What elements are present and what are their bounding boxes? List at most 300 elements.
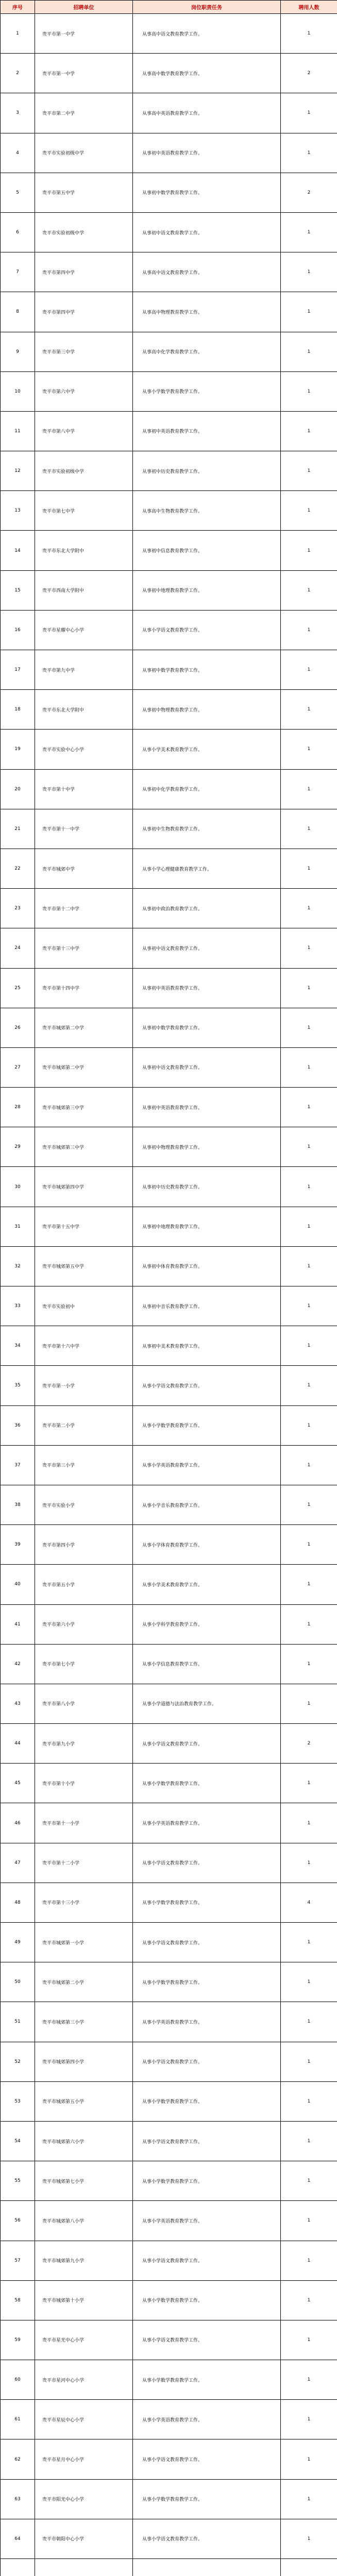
table-row [1, 54, 337, 93]
row-seq-cell: 64 [1, 2519, 35, 2558]
row-post-cell: 从事小学信息教育教学工作。 [133, 1644, 281, 1684]
row-seq-cell: 11 [1, 411, 35, 451]
row-count-cell: 1 [281, 2320, 337, 2360]
row-seq-cell: 55 [1, 2161, 35, 2201]
row-post-cell: 从事初中数学教育教学工作。 [133, 1008, 281, 1047]
row-post-cell: 从事小学英语教育教学工作。 [133, 2400, 281, 2439]
row-post-cell: 从事初中物理教育教学工作。 [133, 1127, 281, 1167]
row-post-cell: 从事小学道德与法治教育教学工作。 [133, 1684, 281, 1723]
row-unit-cell: 贵平市第十二中学 [35, 889, 133, 928]
row-count-cell: 1 [281, 93, 337, 133]
row-count-cell: 4 [281, 1883, 337, 1922]
row-seq-cell: 28 [1, 1088, 35, 1127]
row-post-cell: 从事小学语文教育教学工作。 [133, 1366, 281, 1405]
row-unit-cell: 贵平市城郊第六小学 [35, 2121, 133, 2161]
row-seq-cell: 38 [1, 1485, 35, 1524]
row-seq-cell: 60 [1, 2360, 35, 2400]
row-unit-cell: 贵平市城郊第二小学 [35, 1962, 133, 2002]
row-post-cell: 从事高中数学教育教学工作。 [133, 54, 281, 93]
row-count-cell: 1 [281, 1565, 337, 1604]
row-count-cell: 1 [281, 2400, 337, 2439]
row-unit-cell: 贵平市第四中学 [35, 252, 133, 292]
table-row [1, 1843, 337, 1883]
row-post-cell: 从事小学美术教育教学工作。 [133, 730, 281, 769]
table-row [1, 2280, 337, 2320]
table-row [1, 2360, 337, 2400]
row-post-cell: 从事小学数学教育教学工作。 [133, 2280, 281, 2320]
row-seq-cell: 57 [1, 2241, 35, 2280]
table-row [1, 2479, 337, 2519]
row-seq-cell: 42 [1, 1644, 35, 1684]
row-seq-cell: 50 [1, 1962, 35, 2002]
row-post-cell: 从事小学音乐教育教学工作。 [133, 1485, 281, 1524]
row-post-cell: 从事小学语文教育教学工作。 [133, 1843, 281, 1883]
row-seq-cell: 45 [1, 1764, 35, 1803]
table-row [1, 1445, 337, 1485]
row-unit-cell: 贵平市城郊第三中学 [35, 1088, 133, 1127]
row-post-cell: 从事小学语文教育教学工作。 [133, 2320, 281, 2360]
row-post-cell: 从事小学英语教育教学工作。 [133, 2002, 281, 2042]
row-seq-cell: 15 [1, 570, 35, 610]
row-count-cell: 2 [281, 173, 337, 212]
row-count-cell: 1 [281, 1923, 337, 1962]
table-row [1, 1803, 337, 1843]
row-unit-cell: 贵平市第十小学 [35, 1764, 133, 1803]
row-unit-cell: 贵平市城郊第二中学 [35, 1047, 133, 1087]
row-count-cell: 1 [281, 2360, 337, 2400]
row-unit-cell: 贵平市第十中学 [35, 769, 133, 809]
row-unit-cell: 贵平市西南大学附中 [35, 570, 133, 610]
row-unit-cell: 贵平市第二小学 [35, 1405, 133, 1445]
row-count-cell: 1 [281, 690, 337, 730]
row-unit-cell: 贵平市第五小学 [35, 1565, 133, 1604]
row-post-cell: 从事高中英语教育教学工作。 [133, 93, 281, 133]
row-post-cell: 从事初中体育教育教学工作。 [133, 1246, 281, 1286]
table-row [1, 2201, 337, 2241]
table-row [1, 1047, 337, 1087]
row-seq-cell: 26 [1, 1008, 35, 1047]
table-row [1, 889, 337, 928]
row-unit-cell: 贵平市第八中学 [35, 411, 133, 451]
row-post-cell: 从事小学心理健康教育教学工作。 [133, 849, 281, 888]
row-post-cell: 从事小学语文教育教学工作。 [133, 2439, 281, 2479]
row-unit-cell: 贵平市城郊第七小学 [35, 2161, 133, 2201]
row-post-cell: 从事初中英语教育教学工作。 [133, 1088, 281, 1127]
row-post-cell: 从事小学英语教育教学工作。 [133, 1803, 281, 1843]
row-seq-cell: 33 [1, 1286, 35, 1326]
row-unit-cell: 贵平市城郊第三中学 [35, 1127, 133, 1167]
row-post-cell: 从事小学数学教育教学工作。 [133, 1962, 281, 2002]
row-unit-cell: 贵平市城郊第五中学 [35, 1246, 133, 1286]
row-unit-cell: 贵平市第三小学 [35, 1445, 133, 1485]
row-count-cell: 1 [281, 1803, 337, 1843]
table-row [1, 411, 337, 451]
row-seq-cell [1, 2559, 35, 2576]
table-row [1, 2439, 337, 2479]
row-post-cell: 从事小学语文教育教学工作。 [133, 2519, 281, 2558]
row-count-cell: 1 [281, 570, 337, 610]
row-post-cell: 从事高中生物教育教学工作。 [133, 491, 281, 531]
row-post-cell: 从事小学数学教育教学工作。 [133, 371, 281, 411]
row-count-cell: 1 [281, 2280, 337, 2320]
row-seq-cell: 10 [1, 371, 35, 411]
row-count-cell: 1 [281, 2081, 337, 2121]
header-unit: 招聘单位 [35, 1, 133, 14]
table-row [1, 769, 337, 809]
row-seq-cell: 27 [1, 1047, 35, 1087]
table-row [1, 1883, 337, 1922]
row-unit-cell: 贵平市第一中学 [35, 14, 133, 54]
row-count-cell: 1 [281, 1366, 337, 1405]
row-count-cell: 1 [281, 14, 337, 54]
row-unit-cell: 贵平市实验初级中学 [35, 212, 133, 252]
table-row [1, 1167, 337, 1207]
row-post-cell: 从事初中数学教育教学工作。 [133, 173, 281, 212]
row-unit-cell: 贵平市东北大学附中 [35, 690, 133, 730]
row-count-cell: 1 [281, 2121, 337, 2161]
table-row [1, 1405, 337, 1445]
row-seq-cell: 23 [1, 889, 35, 928]
row-unit-cell: 贵平市第七小学 [35, 1644, 133, 1684]
row-count-cell: 1 [281, 1684, 337, 1723]
row-unit-cell: 贵平市第十一中学 [35, 809, 133, 849]
row-seq-cell: 62 [1, 2439, 35, 2479]
row-post-cell: 从事小学英语教育教学工作。 [133, 2201, 281, 2241]
row-unit-cell: 贵平市第十一小学 [35, 1803, 133, 1843]
row-unit-cell: 贵平市星辰中心小学 [35, 2400, 133, 2439]
row-seq-cell: 8 [1, 292, 35, 332]
table-row [1, 451, 337, 491]
row-seq-cell: 4 [1, 133, 35, 173]
row-seq-cell: 9 [1, 332, 35, 371]
row-count-cell: 1 [281, 2002, 337, 2042]
table-row [1, 968, 337, 1008]
row-count-cell: 1 [281, 292, 337, 332]
row-unit-cell: 贵平市东北大学附中 [35, 531, 133, 570]
header-seq: 序号 [1, 1, 35, 14]
row-unit-cell: 贵平市朝阳中心小学 [35, 2519, 133, 2558]
row-seq-cell: 61 [1, 2400, 35, 2439]
row-seq-cell: 43 [1, 1684, 35, 1723]
row-seq-cell: 24 [1, 928, 35, 968]
row-seq-cell: 52 [1, 2042, 35, 2081]
row-post-cell: 从事初中历史教育教学工作。 [133, 451, 281, 491]
row-post-cell: 从事高中语文教育教学工作。 [133, 14, 281, 54]
row-seq-cell: 12 [1, 451, 35, 491]
table-header-row [1, 1, 337, 14]
row-count-cell: 1 [281, 2479, 337, 2519]
row-unit-cell: 贵平市城郊第四小学 [35, 2042, 133, 2081]
table-row [1, 1008, 337, 1047]
row-count-cell: 1 [281, 2519, 337, 2558]
row-post-cell: 从事小学数学教育教学工作。 [133, 2479, 281, 2519]
row-seq-cell: 40 [1, 1565, 35, 1604]
row-seq-cell: 29 [1, 1127, 35, 1167]
table-row [1, 610, 337, 650]
row-unit-cell: 贵平市第六中学 [35, 371, 133, 411]
row-post-cell: 从事初中英语教育教学工作。 [133, 968, 281, 1008]
row-unit-cell: 贵平市城郊第三小学 [35, 2002, 133, 2042]
row-count-cell: 1 [281, 2439, 337, 2479]
row-seq-cell: 17 [1, 650, 35, 690]
row-seq-cell: 6 [1, 212, 35, 252]
table-row [1, 2559, 337, 2576]
row-unit-cell: 贵平市星光中心小学 [35, 2320, 133, 2360]
row-post-cell: 从事初中化学教育教学工作。 [133, 769, 281, 809]
row-post-cell: 从事初中信息教育教学工作。 [133, 531, 281, 570]
row-count-cell: 1 [281, 2042, 337, 2081]
table-body [1, 14, 337, 2576]
row-count-cell: 1 [281, 2241, 337, 2280]
table-row [1, 332, 337, 371]
row-seq-cell: 41 [1, 1604, 35, 1644]
row-seq-cell: 56 [1, 2201, 35, 2241]
table-row [1, 1366, 337, 1405]
row-seq-cell: 54 [1, 2121, 35, 2161]
row-post-cell: 从事小学数学教育教学工作。 [133, 2360, 281, 2400]
row-count-cell: 1 [281, 1525, 337, 1565]
row-count-cell: 1 [281, 133, 337, 173]
table-row [1, 2320, 337, 2360]
row-seq-cell: 35 [1, 1366, 35, 1405]
row-post-cell: 从事初中政治教育教学工作。 [133, 889, 281, 928]
table-row [1, 371, 337, 411]
row-unit-cell: 贵平市第十二小学 [35, 1843, 133, 1883]
row-count-cell: 1 [281, 1326, 337, 1366]
row-count-cell: 1 [281, 610, 337, 650]
table-row [1, 292, 337, 332]
table-row [1, 252, 337, 292]
row-seq-cell: 46 [1, 1803, 35, 1843]
row-unit-cell: 贵平市星耀中心小学 [35, 610, 133, 650]
row-post-cell: 从事小学美术教育教学工作。 [133, 1565, 281, 1604]
table-row [1, 928, 337, 968]
row-count-cell: 1 [281, 1764, 337, 1803]
table-row [1, 531, 337, 570]
row-unit-cell: 贵平市第十三中学 [35, 928, 133, 968]
row-unit-cell: 贵平市星月中心小学 [35, 2439, 133, 2479]
row-unit-cell: 贵平市第七中学 [35, 491, 133, 531]
table-row [1, 1684, 337, 1723]
table-row [1, 2400, 337, 2439]
row-unit-cell: 贵平市实验初中 [35, 1286, 133, 1326]
row-seq-cell: 47 [1, 1843, 35, 1883]
row-seq-cell: 21 [1, 809, 35, 849]
row-unit-cell: 贵平市第十三小学 [35, 1883, 133, 1922]
table-row [1, 849, 337, 888]
row-post-cell: 从事小学语文教育教学工作。 [133, 2241, 281, 2280]
row-post-cell: 从事小学数学教育教学工作。 [133, 2161, 281, 2201]
table-row [1, 133, 337, 173]
row-post-cell: 从事小学语文教育教学工作。 [133, 2121, 281, 2161]
row-seq-cell: 2 [1, 54, 35, 93]
row-seq-cell: 53 [1, 2081, 35, 2121]
row-post-cell: 从事小学语文教育教学工作。 [133, 1923, 281, 1962]
table-row [1, 1764, 337, 1803]
row-seq-cell: 7 [1, 252, 35, 292]
row-count-cell: 2 [281, 54, 337, 93]
table-row [1, 93, 337, 133]
table-row [1, 1485, 337, 1524]
row-count-cell: 1 [281, 650, 337, 690]
table-row [1, 1207, 337, 1246]
table-row [1, 2081, 337, 2121]
row-post-cell: 从事初中英语教育教学工作。 [133, 133, 281, 173]
row-seq-cell: 37 [1, 1445, 35, 1485]
table-row [1, 2519, 337, 2558]
row-count-cell: 1 [281, 849, 337, 888]
row-count-cell: 1 [281, 1286, 337, 1326]
row-post-cell: 从事初中语文教育教学工作。 [133, 1047, 281, 1087]
row-post-cell: 从事初中美术教育教学工作。 [133, 1326, 281, 1366]
row-seq-cell: 63 [1, 2479, 35, 2519]
row-seq-cell: 18 [1, 690, 35, 730]
header-post: 岗位职责任务 [133, 1, 281, 14]
row-unit-cell: 贵平市城郊第八小学 [35, 2201, 133, 2241]
row-seq-cell: 49 [1, 1923, 35, 1962]
row-unit-cell: 贵平市第四中学 [35, 292, 133, 332]
row-seq-cell: 13 [1, 491, 35, 531]
row-seq-cell: 34 [1, 1326, 35, 1366]
row-unit-cell: 贵平市城郊第二中学 [35, 1008, 133, 1047]
row-count-cell: 1 [281, 2201, 337, 2241]
row-post-cell: 从事初中语文教育教学工作。 [133, 212, 281, 252]
row-count-cell: 1 [281, 1962, 337, 2002]
row-post-cell: 从事小学语文教育教学工作。 [133, 2042, 281, 2081]
row-seq-cell: 14 [1, 531, 35, 570]
row-seq-cell: 58 [1, 2280, 35, 2320]
row-unit-cell: 贵平市第四小学 [35, 1525, 133, 1565]
row-unit-cell: 贵平市第一中学 [35, 54, 133, 93]
table-row [1, 173, 337, 212]
row-seq-cell: 5 [1, 173, 35, 212]
header-count: 聘用人数 [281, 1, 337, 14]
row-count-cell: 1 [281, 2161, 337, 2201]
row-seq-cell: 36 [1, 1405, 35, 1445]
row-unit-cell: 贵平市第六小学 [35, 1604, 133, 1644]
row-unit-cell: 贵平市第十六中学 [35, 1326, 133, 1366]
row-post-cell: 从事小学语文教育教学工作。 [133, 1724, 281, 1764]
row-unit-cell: 贵平市实验中心小学 [35, 730, 133, 769]
row-count-cell: 1 [281, 451, 337, 491]
row-count-cell: 1 [281, 531, 337, 570]
row-seq-cell: 25 [1, 968, 35, 1008]
row-unit-cell: 贵平市城郊第一小学 [35, 1923, 133, 1962]
row-post-cell [133, 2559, 281, 2576]
row-unit-cell: 贵平市实验初级中学 [35, 133, 133, 173]
table-row [1, 1724, 337, 1764]
table-row [1, 730, 337, 769]
row-unit-cell: 贵平市城郊第十小学 [35, 2280, 133, 2320]
row-seq-cell: 20 [1, 769, 35, 809]
table-row [1, 1286, 337, 1326]
table-row [1, 491, 337, 531]
row-post-cell: 从事高中语文教育教学工作。 [133, 252, 281, 292]
row-count-cell: 1 [281, 1445, 337, 1485]
row-count-cell: 1 [281, 252, 337, 292]
row-unit-cell: 贵平市第三中学 [35, 332, 133, 371]
row-unit-cell: 贵平市第九小学 [35, 1724, 133, 1764]
row-count-cell [281, 2559, 337, 2576]
row-post-cell: 从事小学体育教育教学工作。 [133, 1525, 281, 1565]
row-post-cell: 从事高中物理教育教学工作。 [133, 292, 281, 332]
row-post-cell: 从事小学科学教育教学工作。 [133, 1604, 281, 1644]
row-post-cell: 从事初中英语教育教学工作。 [133, 411, 281, 451]
row-post-cell: 从事初中物理教育教学工作。 [133, 690, 281, 730]
row-seq-cell: 3 [1, 93, 35, 133]
table-row [1, 809, 337, 849]
row-seq-cell: 22 [1, 849, 35, 888]
table-row [1, 570, 337, 610]
row-post-cell: 从事初中地理教育教学工作。 [133, 570, 281, 610]
row-count-cell: 1 [281, 1644, 337, 1684]
row-seq-cell: 19 [1, 730, 35, 769]
row-unit-cell [35, 2559, 133, 2576]
row-unit-cell: 贵平市城郊中学 [35, 849, 133, 888]
row-unit-cell: 贵平市实验初级中学 [35, 451, 133, 491]
table-row [1, 1644, 337, 1684]
row-post-cell: 从事小学数学教育教学工作。 [133, 2081, 281, 2121]
table-row [1, 2241, 337, 2280]
row-count-cell: 1 [281, 1843, 337, 1883]
row-post-cell: 从事初中数学教育教学工作。 [133, 650, 281, 690]
table-row [1, 2161, 337, 2201]
row-count-cell: 1 [281, 212, 337, 252]
row-post-cell: 从事高中化学教育教学工作。 [133, 332, 281, 371]
row-count-cell: 1 [281, 928, 337, 968]
row-count-cell: 1 [281, 1008, 337, 1047]
table-row [1, 212, 337, 252]
row-post-cell: 从事初中地理教育教学工作。 [133, 1207, 281, 1246]
row-unit-cell: 贵平市第九中学 [35, 650, 133, 690]
row-seq-cell: 1 [1, 14, 35, 54]
table-row [1, 1525, 337, 1565]
row-count-cell: 1 [281, 1047, 337, 1087]
row-count-cell: 1 [281, 1207, 337, 1246]
row-count-cell: 1 [281, 1127, 337, 1167]
row-unit-cell: 贵平市第十四中学 [35, 968, 133, 1008]
table-row [1, 1962, 337, 2002]
row-seq-cell: 39 [1, 1525, 35, 1565]
row-count-cell: 1 [281, 769, 337, 809]
row-post-cell: 从事小学英语教育教学工作。 [133, 1445, 281, 1485]
row-count-cell: 1 [281, 730, 337, 769]
row-post-cell: 从事小学数学教育教学工作。 [133, 1883, 281, 1922]
row-seq-cell: 31 [1, 1207, 35, 1246]
row-unit-cell: 贵平市城郊第四中学 [35, 1167, 133, 1207]
row-unit-cell: 贵平市城郊第九小学 [35, 2241, 133, 2280]
table-row [1, 1565, 337, 1604]
row-count-cell: 1 [281, 1088, 337, 1127]
table-row [1, 1127, 337, 1167]
row-count-cell: 1 [281, 1604, 337, 1644]
row-post-cell: 从事初中语文教育教学工作。 [133, 928, 281, 968]
row-unit-cell: 贵平市星河中心小学 [35, 2360, 133, 2400]
row-unit-cell: 贵平市实验小学 [35, 1485, 133, 1524]
table-row [1, 1088, 337, 1127]
table-row [1, 1604, 337, 1644]
row-count-cell: 1 [281, 411, 337, 451]
row-count-cell: 1 [281, 371, 337, 411]
row-count-cell: 1 [281, 809, 337, 849]
row-unit-cell: 贵平市城郊第五小学 [35, 2081, 133, 2121]
row-seq-cell: 59 [1, 2320, 35, 2360]
row-seq-cell: 16 [1, 610, 35, 650]
row-count-cell: 1 [281, 1405, 337, 1445]
row-count-cell: 1 [281, 332, 337, 371]
row-unit-cell: 贵平市第八小学 [35, 1684, 133, 1723]
row-unit-cell: 贵平市第一小学 [35, 1366, 133, 1405]
